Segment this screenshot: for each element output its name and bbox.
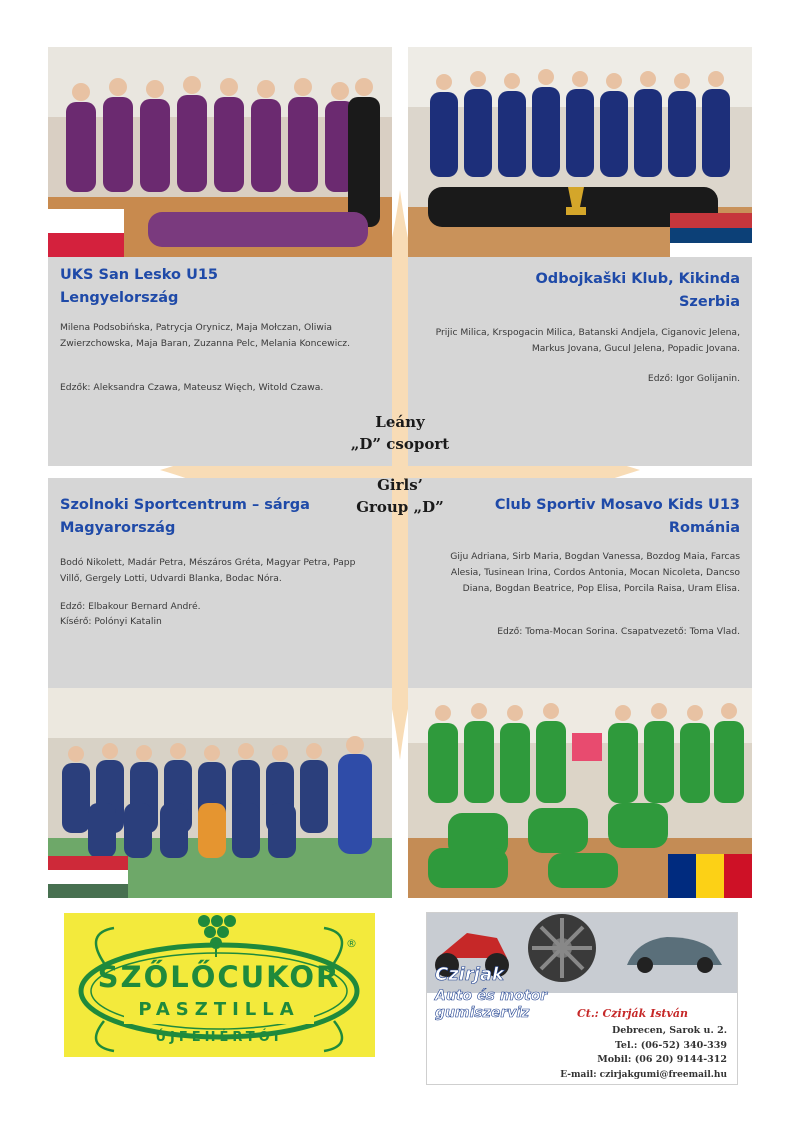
team-name: UKS San Lesko U15 (60, 267, 219, 283)
brand-name: SZŐLŐCUKOR (97, 960, 341, 994)
team-players-romania: Giju Adriana, Sirb Maria, Bogdan Vanessa, Bozdog Maia, Farcas Alesia, Tusinean Irina, Cordos Antonia, Mocan Nicoleta, Dancso Diana, Bogdan Beatrice, Pop Elisa, Porcila Raisa, Uram Elisa. (450, 551, 740, 594)
business-owner: Ct.: Czirják István (577, 1007, 689, 1020)
team-country: Románia (668, 520, 740, 536)
team-photo-serbia (408, 47, 752, 257)
team-coaches-poland: Edzők: Aleksandra Czawa, Mateusz Więch, Witold Czawa. (60, 382, 324, 393)
team-players-hungary: Bodó Nikolett, Madár Petra, Mészáros Gréta, Magyar Petra, Papp Villő, Gergely Lotti, Udvardi Blanka, Bodac Nóra. (60, 557, 356, 584)
team-photo-hungary (48, 688, 392, 898)
team-players-poland: Milena Podsobińska, Patrycja Orynicz, Maja Mołczan, Oliwia Zwierzchowska, Maja Baran, Zuzanna Pelc, Melania Koncewicz. (60, 322, 351, 349)
team-country: Magyarország (60, 520, 176, 536)
group-title-english (330, 474, 470, 518)
team-coaches-serbia: Edző: Igor Golijanin. (647, 373, 740, 384)
szolocukor-logo (64, 913, 375, 1057)
group-title-line: Leány (375, 413, 425, 431)
team-country: Szerbia (678, 294, 740, 310)
ad-szolocukor (64, 913, 375, 1057)
hungary-flag (48, 856, 128, 898)
business-email: E-mail: czirjakgumi@freemail.hu (560, 1070, 727, 1080)
romania-flag (668, 854, 752, 898)
poland-flag (48, 209, 124, 257)
group-title-hungarian (330, 411, 470, 455)
brand-origin: ÚJFEHÉRTÓI (155, 1030, 283, 1045)
team-photo-romania (408, 688, 752, 898)
serbia-flag (670, 213, 752, 257)
group-title-line: „D” csoport (350, 435, 450, 453)
team-title-serbia (420, 268, 740, 314)
ad-czirjak (426, 912, 738, 1085)
team-coaches-romania: Edző: Toma-Mocan Sorina. Csapatvezető: Toma Vlad. (497, 626, 740, 637)
business-service: Auto és motor (435, 988, 548, 1004)
group-title-line: Group „D” (356, 498, 444, 516)
team-name: Club Sportiv Mosavo Kids U13 (494, 497, 740, 513)
team-name: Odbojkaški Klub, Kikinda (535, 271, 740, 287)
wheel-rim-icon (528, 914, 596, 982)
registered-mark: ® (346, 937, 357, 950)
business-mobile: Mobil: (06 20) 9144-312 (597, 1054, 727, 1065)
team-name: Szolnoki Sportcentrum – sárga (60, 497, 310, 513)
team-players-serbia: Prijic Milica, Krspogacin Milica, Batanski Andjela, Ciganovic Jelena, Markus Jovana, Gucul Jelena, Popadic Jovana. (435, 327, 740, 354)
team-title-poland (60, 264, 380, 310)
business-name: Czirjak (435, 964, 505, 985)
team-photo-poland (48, 47, 392, 257)
business-phone: Tel.: (06-52) 340-339 (614, 1040, 727, 1051)
business-address: Debrecen, Sarok u. 2. (611, 1025, 727, 1036)
brand-subtitle: PASZTILLA (138, 999, 300, 1020)
group-title-line: Girls’ (377, 476, 423, 494)
team-country: Lengyelország (60, 290, 179, 306)
business-type: gumiszerviz (435, 1005, 530, 1021)
team-coaches-hungary: Edző: Elbakour Bernard André. (60, 601, 201, 612)
team-escort-hungary: Kísérő: Polónyi Katalin (60, 616, 162, 627)
